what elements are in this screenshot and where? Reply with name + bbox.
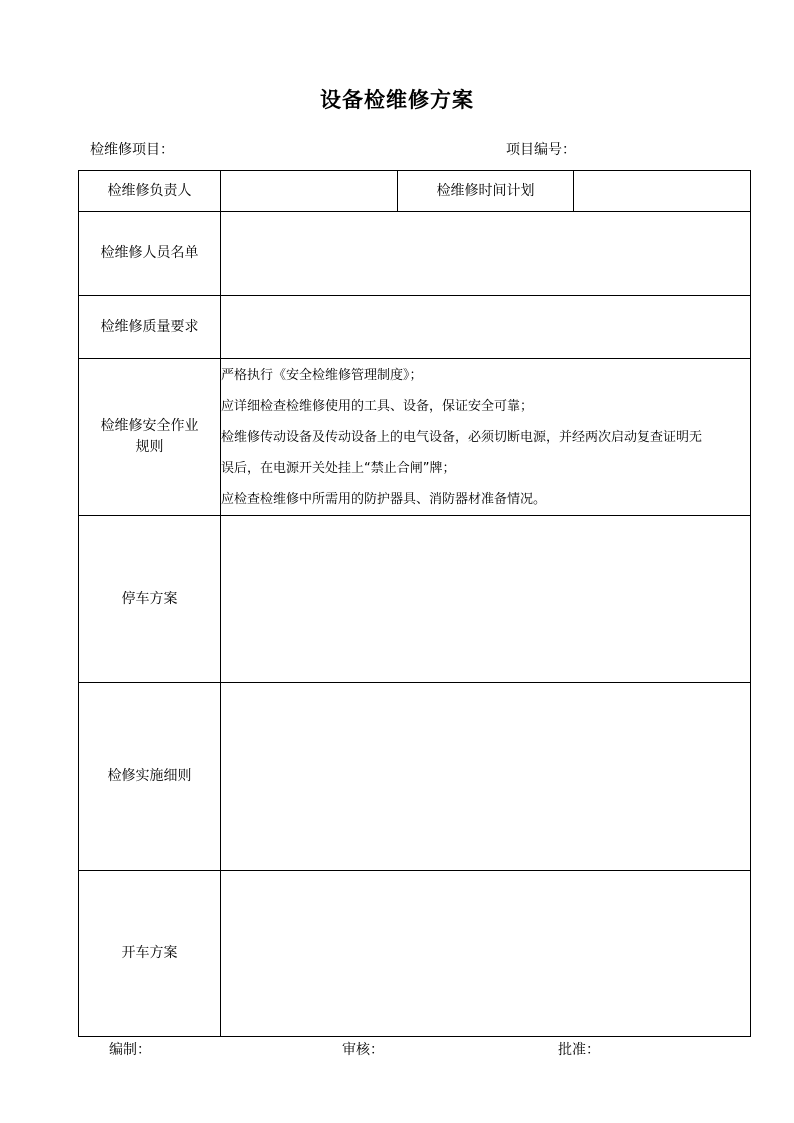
page-title: 设备检维修方案 — [320, 87, 474, 112]
safety-rule-1: 严格执行《安全检维修管理制度》； — [221, 367, 423, 383]
safety-rule-4: 应检查检维修中所需用的防护器具、消防器材准备情况。 — [221, 491, 547, 507]
prepared-by-label: 编制： — [109, 1042, 151, 1058]
implementation-details-field[interactable] — [221, 683, 751, 871]
safety-rules-content — [221, 359, 751, 516]
personnel-label: 检维修人员名单 — [79, 212, 221, 296]
safety-rule-3-continued: 误后，在电源开关处挂上“禁止合闸”牌； — [221, 460, 456, 476]
safety-rules-label — [79, 359, 221, 516]
table-row — [79, 359, 751, 516]
shutdown-plan-field[interactable] — [221, 516, 751, 683]
table-row — [79, 516, 751, 683]
implementation-details-label: 检修实施细则 — [79, 683, 221, 871]
approved-by-label: 批准： — [558, 1042, 600, 1058]
table-row — [79, 683, 751, 871]
table-row — [79, 212, 751, 296]
quality-field[interactable] — [221, 296, 751, 359]
responsible-field[interactable] — [221, 171, 398, 212]
startup-plan-field[interactable] — [221, 871, 751, 1037]
safety-label-line1: 检维修安全作业 — [100, 418, 199, 434]
startup-plan-label: 开车方案 — [79, 871, 221, 1037]
safety-rule-3: 检维修传动设备及传动设备上的电气设备，必须切断电源，并经两次启动复查证明无 — [221, 429, 703, 445]
project-label: 检维修项目： — [90, 142, 174, 158]
reviewed-by-label: 审核： — [342, 1042, 384, 1058]
table-row — [79, 296, 751, 359]
project-number-label: 项目编号： — [506, 142, 576, 158]
table-row — [79, 871, 751, 1037]
personnel-field[interactable] — [221, 212, 751, 296]
schedule-label: 检维修时间计划 — [398, 171, 574, 212]
safety-rule-2: 应详细检查检维修使用的工具、设备，保证安全可靠； — [221, 398, 534, 414]
quality-label: 检维修质量要求 — [79, 296, 221, 359]
schedule-field[interactable] — [574, 171, 751, 212]
table-row — [79, 171, 751, 212]
safety-label-line2: 规则 — [135, 439, 164, 455]
shutdown-plan-label: 停车方案 — [79, 516, 221, 683]
responsible-label: 检维修负责人 — [79, 171, 221, 212]
maintenance-plan-table — [78, 170, 751, 1037]
